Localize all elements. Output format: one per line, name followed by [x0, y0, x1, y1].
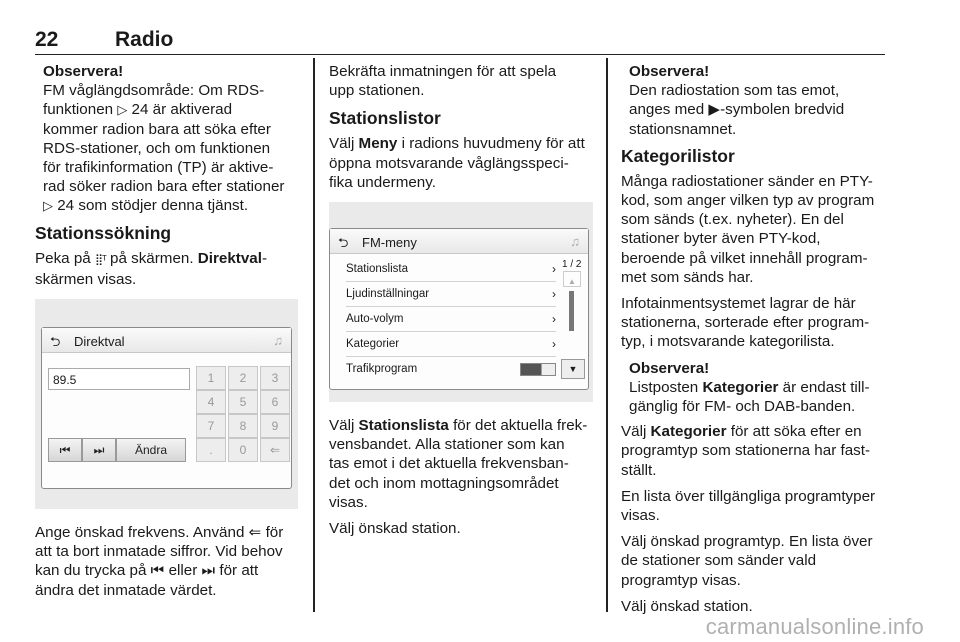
paragraph: Infotainmentsystemet lagrar de här stationerna, sorterade efter program- typ, i motsvarande kategorilista.	[621, 295, 870, 351]
chevron-right-icon: ›	[552, 312, 556, 327]
skip-forward-icon: ⏭	[201, 562, 216, 580]
menu-item-auto-volym[interactable]: Auto-volym ›	[346, 307, 556, 332]
column-divider	[313, 58, 315, 612]
back-arrow-icon[interactable]: ⮌	[338, 235, 349, 251]
screenshot-fm-menu	[329, 202, 593, 402]
key-1[interactable]: 1	[196, 366, 226, 390]
page-title: Radio	[115, 28, 174, 51]
page-header	[35, 24, 885, 55]
change-button[interactable]: Ändra	[116, 438, 186, 462]
key-6[interactable]: 6	[260, 390, 290, 414]
scrollbar-thumb[interactable]	[569, 291, 574, 331]
note-line: Listposten Kategorier är endast till-	[629, 378, 870, 396]
screen-header	[330, 229, 588, 254]
paragraph: Bekräfta inmatningen för att spela upp stationen.	[329, 63, 557, 100]
note-line: funktionen ▷ 24 är aktiverad	[43, 101, 233, 119]
note-line: FM våglängdsområde: Om RDS-	[43, 82, 265, 100]
skip-back-icon: ⏮	[150, 562, 165, 580]
menu-item-kategorier[interactable]: Kategorier ›	[346, 332, 556, 357]
paragraph: En lista över tillgängliga programtyper visas.	[621, 487, 876, 525]
page-number: 22	[35, 28, 59, 51]
note-title: Observera!	[629, 63, 710, 80]
skip-back-button[interactable]	[48, 438, 82, 462]
note-line: kommer radion bara att söka efter	[43, 120, 271, 138]
key-7[interactable]: 7	[196, 414, 226, 438]
play-triangle-icon: ▶	[708, 101, 721, 119]
menu-item-stationslista[interactable]: Stationslista ›	[346, 257, 556, 282]
paragraph: Många radiostationer sänder en PTY- kod, som anger vilken typ av program som sänds (t.ex. nyheter). En del stationer byter även PTY-kod, beroende på vilket innehåll program- met som sänds har.	[621, 172, 875, 286]
paragraph: Välj önskad station.	[621, 597, 753, 615]
toggle-switch[interactable]	[520, 363, 556, 376]
note-line: gänglig för FM- och DAB-banden.	[629, 398, 856, 416]
skip-forward-icon: ⏭	[93, 443, 105, 458]
watermark: carmanualsonline.info	[705, 614, 924, 639]
paragraph: Välj Meny i radions huvudmeny för att öppna motsvarande våglängsspeci- fika undermeny.	[329, 135, 585, 191]
section-heading: Stationslistor	[329, 108, 441, 129]
scroll-up-button[interactable]: ▲	[563, 271, 581, 287]
frequency-input[interactable]: 89.5	[48, 368, 190, 390]
direktval-screen	[41, 327, 292, 489]
note-line: Den radiostation som tas emot,	[629, 82, 840, 100]
music-note-icon[interactable]: ♫	[570, 234, 580, 250]
paragraph: Peka på ⣿ᵀ på skärmen. Direktval- skärmen visas.	[35, 249, 268, 288]
skip-back-icon: ⏮	[59, 443, 71, 458]
section-heading: Stationssökning	[35, 222, 172, 243]
paragraph: Välj önskad station.	[329, 520, 461, 538]
menu-item-trafikprogram[interactable]: Trafikprogram	[346, 357, 556, 381]
chevron-right-icon: ›	[552, 262, 556, 277]
column-2	[329, 62, 597, 545]
screen-title: Direktval	[74, 334, 125, 350]
screenshot-direktval	[35, 299, 298, 509]
note-title: Observera!	[43, 63, 124, 80]
reference-arrow-icon: ▷	[117, 102, 128, 118]
backspace-arrow-icon: ⇐	[248, 524, 262, 542]
scroll-down-button[interactable]: ▼	[561, 359, 585, 379]
note-line: RDS-stationer, och om funktionen	[43, 139, 271, 157]
key-5[interactable]: 5	[228, 390, 258, 414]
note-line: för trafikinformation (TP) är aktive-	[43, 159, 274, 177]
note-box	[35, 62, 305, 216]
key-8[interactable]: 8	[228, 414, 258, 438]
paragraph: Välj Kategorier för att söka efter en programtyp som stationerna har fast- ställt.	[621, 423, 871, 479]
tune-icon: ⣿ᵀ	[94, 253, 106, 266]
key-2[interactable]: 2	[228, 366, 258, 390]
paragraph: Ange önskad frekvens. Använd ⇐ för att ta bort inmatade siffror. Vid behov kan du trycka på ⏮ eller ⏭ för att ändra det inmatade värdet.	[35, 524, 284, 599]
column-1	[35, 62, 305, 607]
chevron-right-icon: ›	[552, 337, 556, 352]
reference-arrow-icon: ▷	[43, 198, 53, 214]
screen-title: FM-meny	[362, 235, 417, 251]
back-arrow-icon[interactable]: ⮌	[50, 334, 61, 350]
key-4[interactable]: 4	[196, 390, 226, 414]
column-divider	[606, 58, 608, 612]
section-heading: Kategorilistor	[621, 145, 735, 166]
paragraph: Välj Stationslista för det aktuella frek- vensbandet. Alla stationer som kan tas emot i det aktuella frekvensban- det och inom mottagningsområdet visas.	[329, 417, 588, 511]
backspace-key[interactable]: ⇐	[260, 438, 290, 462]
paragraph: Välj önskad programtyp. En lista över de stationer som sänder vald programtyp visas.	[621, 533, 873, 589]
fm-menu-screen	[329, 228, 589, 390]
page-indicator: 1 / 2	[562, 259, 582, 271]
note-title: Observera!	[629, 359, 710, 377]
key-3[interactable]: 3	[260, 366, 290, 390]
page-reference[interactable]: 24	[57, 197, 75, 215]
chevron-right-icon: ›	[552, 287, 556, 302]
music-note-icon[interactable]: ♫	[273, 333, 283, 349]
note-line: ▷ 24 som stödjer denna tjänst.	[43, 197, 249, 215]
note-line: stationsnamnet.	[629, 120, 737, 138]
key-0[interactable]: 0	[228, 438, 258, 462]
note-line: rad söker radion bara efter stationer	[43, 178, 285, 196]
note-box	[621, 359, 889, 417]
note-box	[621, 62, 889, 139]
key-9[interactable]: 9	[260, 414, 290, 438]
menu-item-ljudinstallningar[interactable]: Ljudinställningar ›	[346, 282, 556, 307]
screen-header	[42, 328, 291, 353]
page-reference[interactable]: 24	[131, 101, 149, 119]
note-line: anges med ▶-symbolen bredvid	[629, 101, 845, 119]
key-dot[interactable]: .	[196, 438, 226, 462]
skip-forward-button[interactable]	[82, 438, 116, 462]
column-3	[621, 62, 889, 623]
